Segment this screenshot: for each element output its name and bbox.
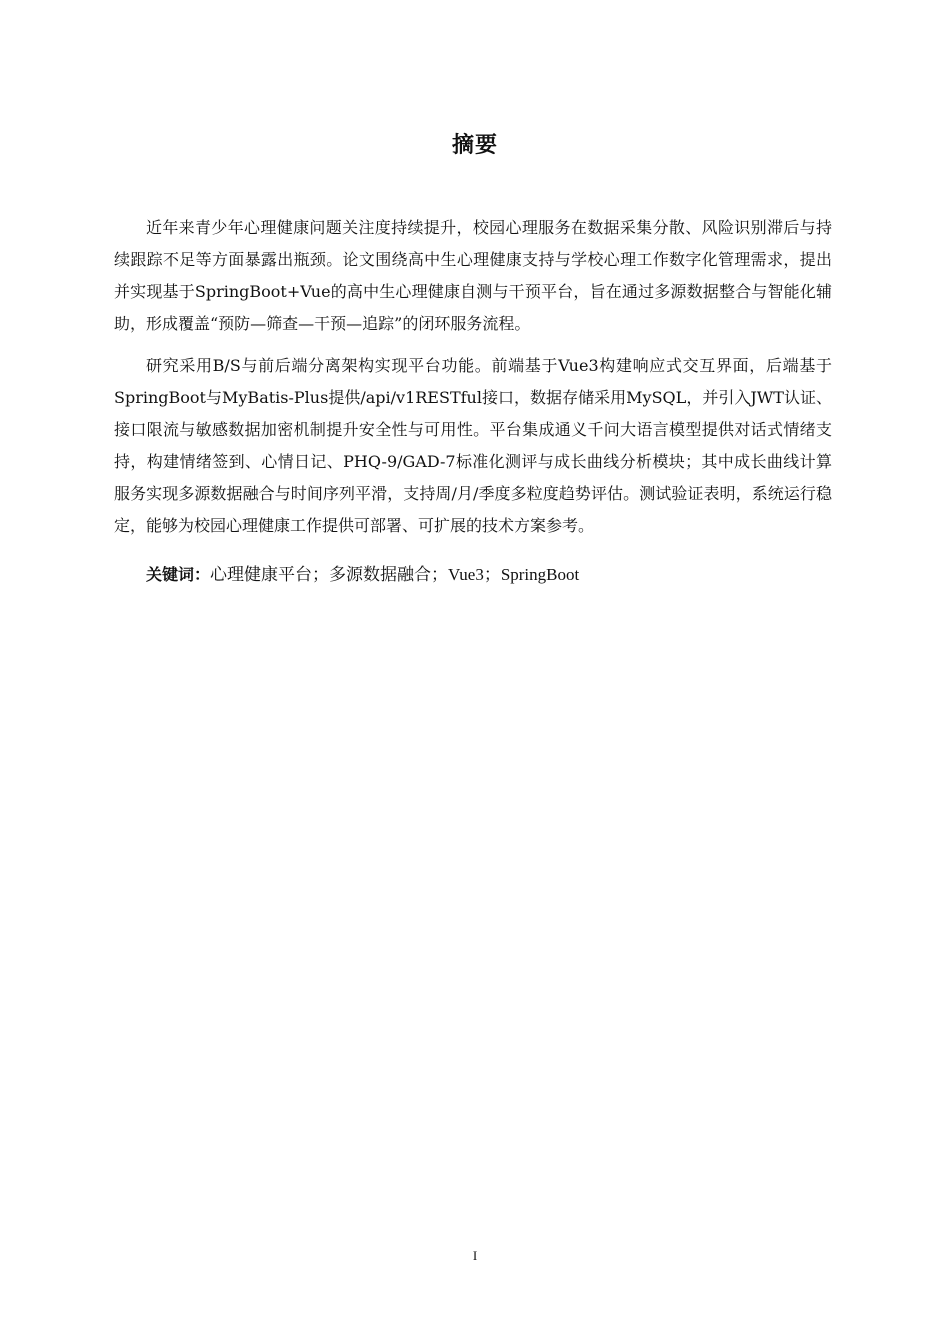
abstract-paragraph-2: 研究采用B/S与前后端分离架构实现平台功能。前端基于Vue3构建响应式交互界面，后端基于SpringBoot与MyBatis-Plus提供/api/v1RESTful接口，数据存储采用MySQL，并引入JWT认证、接口限流与敏感数据加密机制提升安全性与可用性。平台集成通义千问大语言模型提供对话式情绪支持，构建情绪签到、心情日记、PHQ-9/GAD-7标准化测评与成长曲线分析模块；其中成长曲线计算服务实现多源数据融合与时间序列平滑，支持周/月/季度多粒度趋势评估。测试验证表明，系统运行稳定，能够为校园心理健康工作提供可部署、可扩展的技术方案参考。 [114,356,832,535]
keywords-line [114,559,832,591]
abstract-body [114,212,832,591]
page-number: I [472,1248,478,1263]
abstract-paragraph-1: 近年来青少年心理健康问题关注度持续提升，校园心理服务在数据采集分散、风险识别滞后与持续跟踪不足等方面暴露出瓶颈。论文围绕高中生心理健康支持与学校心理工作数字化管理需求，提出并实现基于SpringBoot+Vue的高中生心理健康自测与干预平台，旨在通过多源数据整合与智能化辅助，形成覆盖“预防—筛查—干预—追踪”的闭环服务流程。 [114,218,832,333]
page-title: 摘要 [451,133,498,158]
keywords-label: 关键词： [146,565,211,584]
keywords-value: 心理健康平台；多源数据融合；Vue3；SpringBoot [210,565,580,584]
